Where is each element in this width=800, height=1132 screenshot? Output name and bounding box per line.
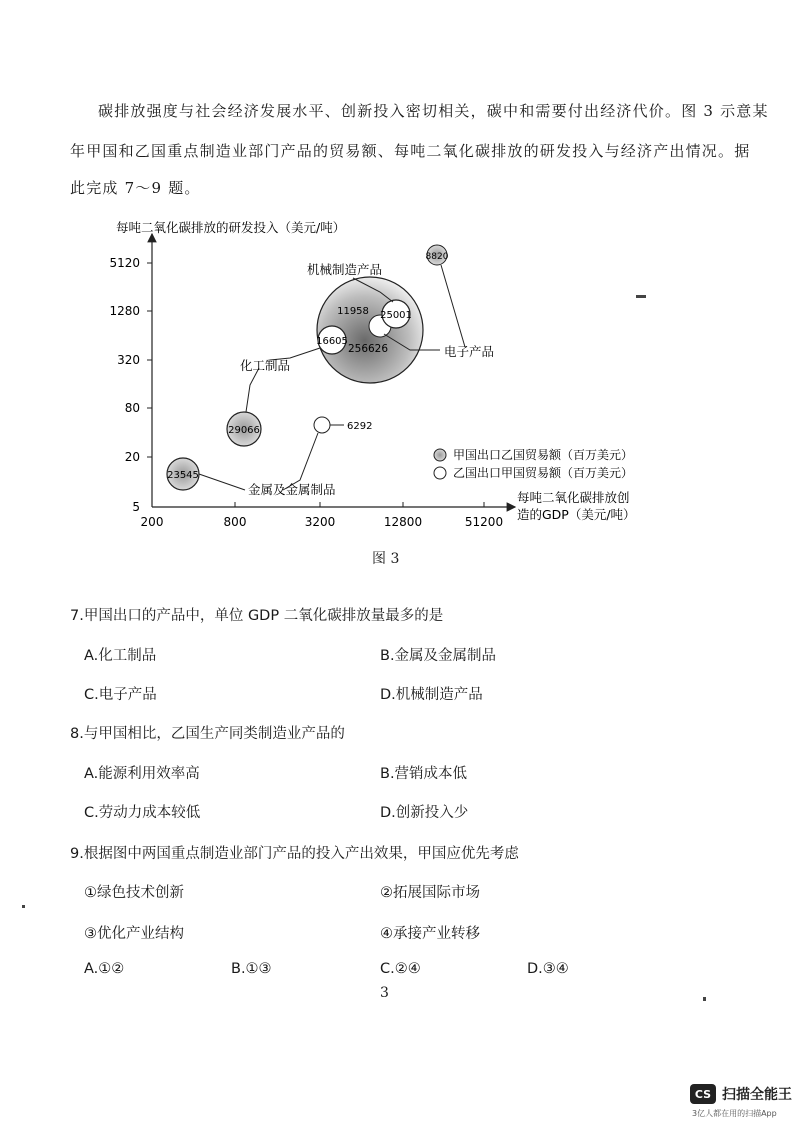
page-number: 3 (380, 985, 389, 1001)
x-ticks (141, 502, 504, 529)
x-tick-label: 200 (140, 515, 164, 529)
q9-option-a[interactable]: A.①② (84, 961, 125, 977)
q9-option-b[interactable]: B.①③ (231, 961, 272, 977)
q9-stem: 9.根据图中两国重点制造业部门产品的投入产出效果，甲国应优先考虑 (70, 846, 519, 862)
q8-option-a[interactable]: A.能源利用效率高 (84, 766, 200, 782)
bubble-label: 11958 (337, 306, 369, 317)
q9-item-3: ③优化产业结构 (84, 926, 184, 942)
legend-jia: 甲国出口乙国贸易额（百万美元） (453, 448, 634, 462)
intro-line-3: 此完成 7～9 题。 (70, 179, 201, 197)
figure-label: 图 3 (372, 551, 400, 567)
scan-speck (22, 905, 25, 908)
q7-stem: 7.甲国出口的产品中，单位 GDP 二氧化碳排放量最多的是 (70, 608, 444, 624)
scanner-watermark (690, 1084, 792, 1104)
bubble-label: 23545 (167, 470, 199, 481)
intro-line-2: 年甲国和乙国重点制造业部门产品的贸易额、每吨二氧化碳排放的研发投入与经济产出情况。据 (70, 142, 751, 160)
bubble-metals-yi (314, 417, 330, 433)
y-tick-label: 80 (124, 401, 140, 415)
x-tick-label: 12800 (383, 515, 423, 529)
q9-item-4: ④承接产业转移 (380, 926, 480, 942)
q9-item-2: ②拓展国际市场 (380, 885, 480, 901)
y-tick-label: 5 (132, 500, 140, 514)
y-tick-label: 320 (117, 353, 140, 367)
bubble-label: 16605 (316, 336, 348, 347)
y-tick-label: 1280 (109, 304, 140, 318)
legend-jia-symbol (434, 449, 446, 461)
bubble-chart (0, 210, 800, 540)
q7-option-c[interactable]: C.电子产品 (84, 687, 157, 703)
legend-yi: 乙国出口甲国贸易额（百万美元） (453, 466, 634, 480)
q9-option-c[interactable]: C.②④ (380, 961, 421, 977)
x-tick-label: 51200 (464, 515, 504, 529)
q7-option-b[interactable]: B.金属及金属制品 (380, 648, 497, 664)
scan-speck (636, 295, 646, 298)
legend-yi-symbol (434, 467, 446, 479)
q8-option-d[interactable]: D.创新投入少 (380, 805, 469, 821)
y-tick-label: 20 (124, 450, 140, 464)
q9-item-1: ①绿色技术创新 (84, 885, 184, 901)
q8-option-c[interactable]: C.劳动力成本较低 (84, 805, 201, 821)
label-electronics: 电子产品 (444, 344, 495, 359)
bubble-label: 8820 (425, 252, 449, 262)
q8-stem: 8.与甲国相比，乙国生产同类制造业产品的 (70, 726, 345, 742)
y-ticks (109, 256, 152, 514)
x-axis-label: 每吨二氧化碳排放创 (517, 490, 630, 505)
watermark-brand: 扫描全能王 (722, 1087, 792, 1103)
y-axis-label: 每吨二氧化碳排放的研发投入（美元/吨） (116, 220, 346, 235)
q8-option-b[interactable]: B.营销成本低 (380, 766, 468, 782)
x-axis-label: 造的GDP（美元/吨） (517, 507, 636, 522)
bubble-label: 25001 (380, 310, 412, 321)
x-tick-label: 3200 (304, 515, 336, 529)
q7-option-a[interactable]: A.化工制品 (84, 648, 157, 664)
x-tick-label: 800 (223, 515, 247, 529)
q7-option-d[interactable]: D.机械制造产品 (380, 687, 483, 703)
bubble-label: 6292 (347, 421, 373, 432)
label-metals: 金属及金属制品 (248, 482, 336, 497)
label-chemicals: 化工制品 (240, 358, 291, 373)
scan-speck (703, 997, 706, 1001)
y-tick-label: 5120 (109, 256, 140, 270)
bubble-label: 29066 (228, 425, 260, 436)
legend (434, 447, 633, 480)
camscanner-logo-icon: CS (690, 1084, 716, 1104)
q9-option-d[interactable]: D.③④ (527, 961, 569, 977)
watermark-subtitle: 3亿人都在用的扫描App (692, 1109, 777, 1118)
label-machinery: 机械制造产品 (307, 262, 383, 277)
intro-line-1: 碳排放强度与社会经济发展水平、创新投入密切相关，碳中和需要付出经济代价。图 3 示意某 (98, 102, 769, 120)
bubble-label: 256626 (347, 343, 389, 355)
